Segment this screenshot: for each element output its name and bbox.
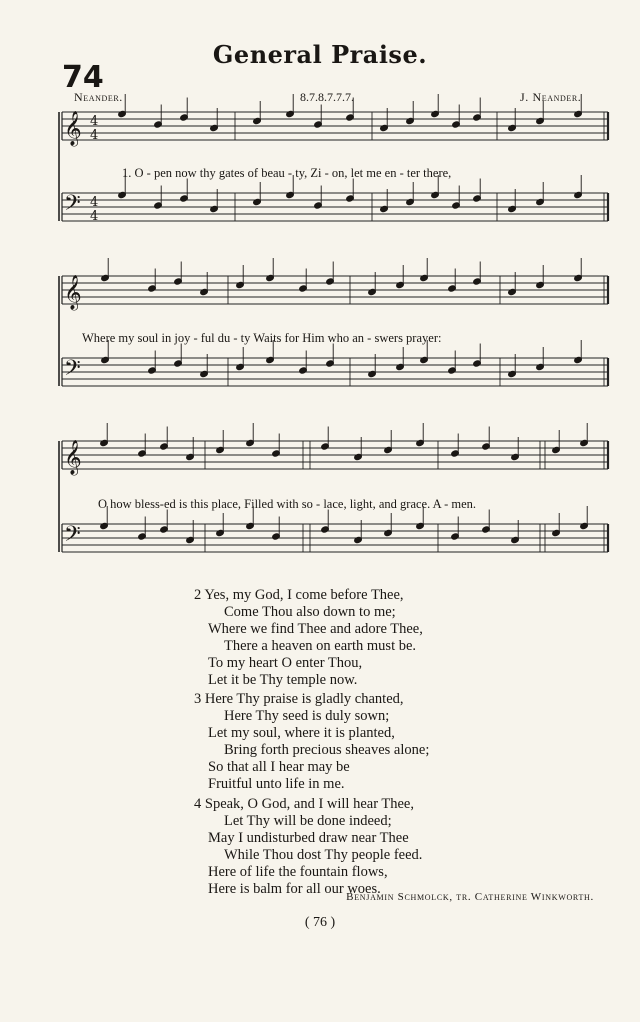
tune-name: Neander.	[74, 90, 123, 104]
verse-line: Here of life the fountain flows,	[208, 864, 388, 880]
svg-text:4: 4	[90, 114, 99, 129]
verse-line: Let my soul, where it is planted,	[208, 725, 395, 741]
verse-line: To my heart O enter Thou,	[208, 655, 363, 671]
verse-line: Here Thy seed is duly sown;	[224, 708, 390, 724]
verse-line: Let it be Thy temple now.	[208, 672, 358, 688]
svg-text:𝄢: 𝄢	[64, 356, 81, 386]
svg-text:𝄞: 𝄞	[64, 111, 82, 146]
hymn-section-title: General Praise.	[212, 40, 428, 69]
verse-line: Fruitful unto life in me.	[208, 776, 345, 792]
verse-line: Here is balm for all our woes.	[208, 881, 381, 897]
meter: 8.7.8.7.7.7.	[300, 90, 354, 104]
verse-line: Where we find Thee and adore Thee,	[208, 621, 423, 637]
svg-text:4: 4	[90, 128, 99, 143]
verse-line: May I undisturbed draw near Thee	[208, 830, 409, 846]
lyric-line-2: Where my soul in joy - ful du - ty Waits for Him who an - swers prayer:	[82, 331, 442, 345]
svg-text:𝄞: 𝄞	[64, 440, 82, 475]
verse-number: 3	[194, 691, 202, 707]
author-credit: Benjamin Schmolck, tr. Catherine Winkworth.	[346, 891, 594, 903]
verse-line: There a heaven on earth must be.	[224, 638, 417, 654]
verse-line: Let Thy will be done indeed;	[224, 813, 392, 829]
hymn-number: 74	[62, 60, 104, 95]
verse-line: 2 Yes, my God, I come before Thee,	[194, 587, 404, 603]
composer: J. Neander.	[520, 90, 582, 104]
verse-3	[194, 691, 429, 793]
verse-line: 3 Here Thy praise is gladly chanted,	[194, 691, 404, 707]
lyric-line-1: 1. O - pen now thy gates of beau - ty, Zi - on, let me en - ter there,	[122, 166, 452, 180]
svg-text:𝄢: 𝄢	[64, 522, 81, 552]
verse-line: 4 Speak, O God, and I will hear Thee,	[194, 796, 414, 812]
svg-text:4: 4	[90, 209, 99, 224]
verse-line: So that all I hear may be	[208, 759, 350, 775]
verse-number: 2	[194, 587, 202, 603]
svg-text:𝄢: 𝄢	[64, 191, 81, 221]
verse-line: Bring forth precious sheaves alone;	[224, 742, 430, 758]
verse-4	[194, 796, 422, 898]
verse-line: Come Thou also down to me;	[224, 604, 396, 620]
svg-text:4: 4	[90, 195, 99, 210]
verse-2	[194, 587, 423, 689]
svg-text:𝄞: 𝄞	[64, 275, 82, 310]
verse-number: 4	[194, 796, 202, 812]
verse-line: While Thou dost Thy people feed.	[224, 847, 423, 863]
page-number: ( 76 )	[304, 915, 336, 930]
lyric-line-3: O how bless-ed is this place, Filled with so - lace, light, and grace. A - men.	[98, 497, 477, 511]
